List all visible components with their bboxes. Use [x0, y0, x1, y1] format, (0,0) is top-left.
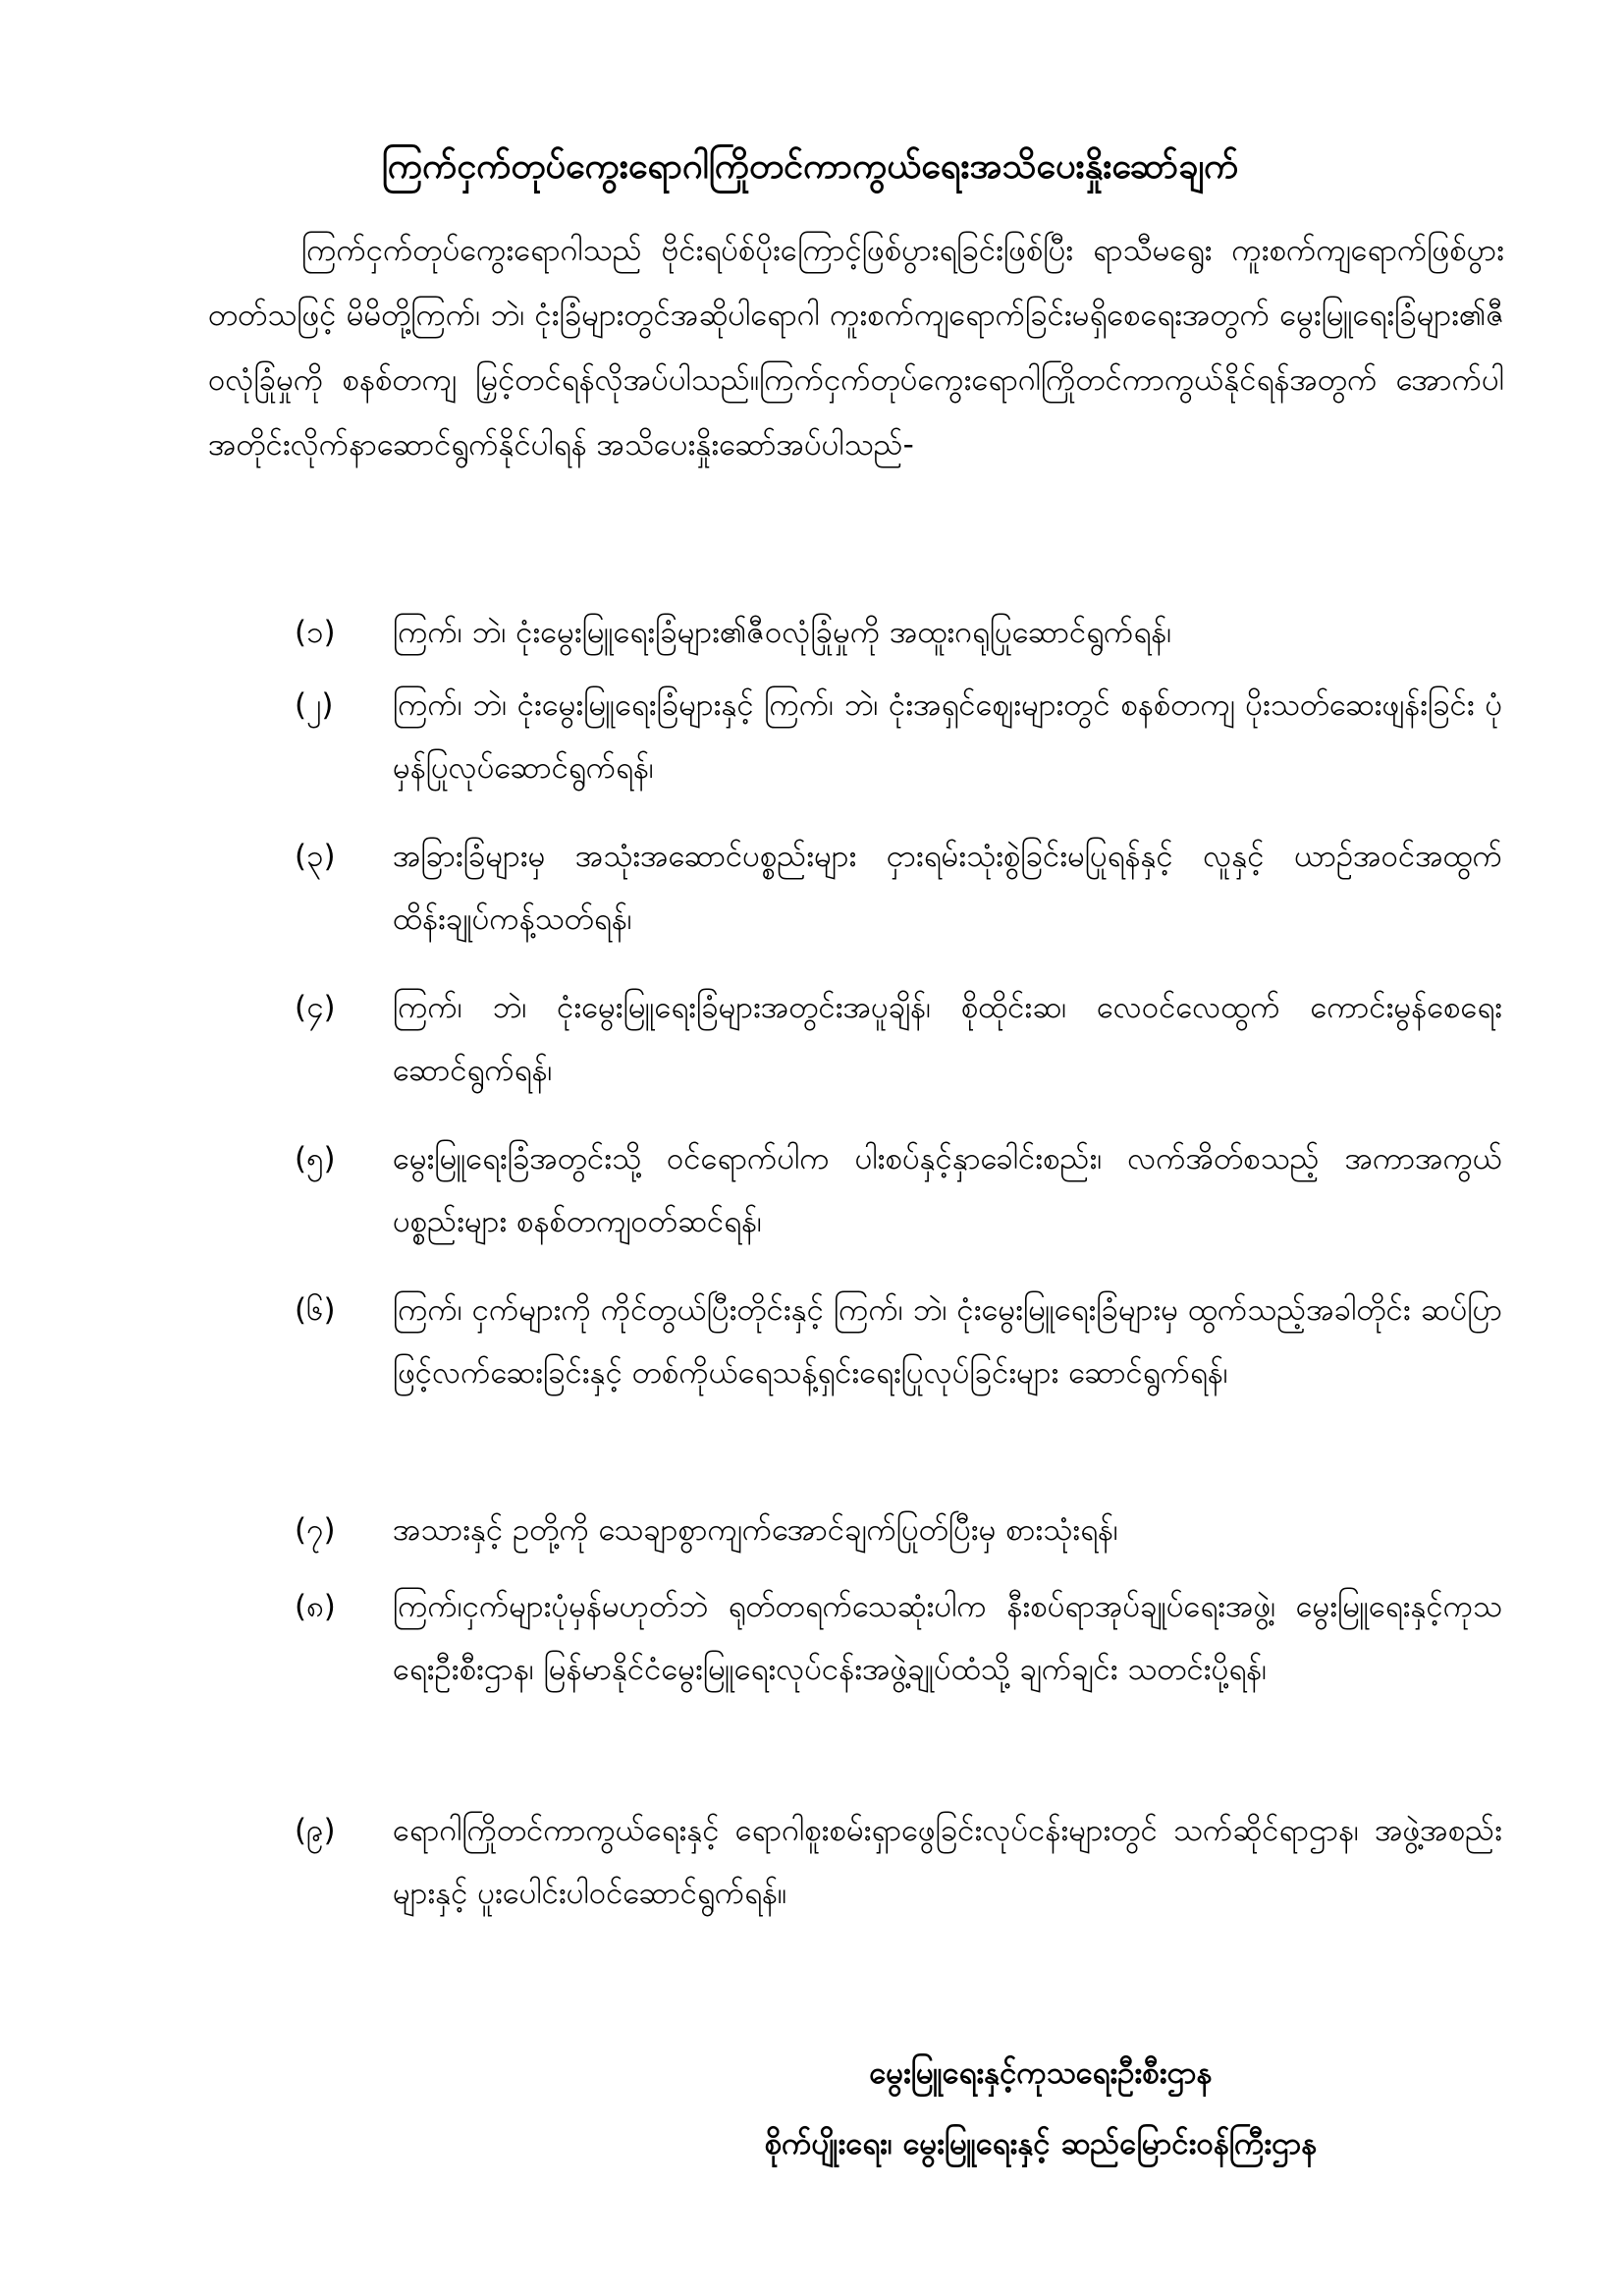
item-text: အခြားခြံများမှ အသုံးအဆောင်ပစ္စည်းများ ငှားရမ်းသုံးစွဲခြင်းမပြုရန်နှင့် လူနှင့် ယာဉ်အဝင်အထွက် ထိန်းချုပ်ကန့်သတ်ရန်၊: [393, 839, 1502, 937]
document-title: ကြက်ငှက်တုပ်ကွေးရောဂါကြိုတင်ကာကွယ်ရေးအသိပေးနှိုးဆော်ချက်: [381, 146, 1239, 187]
item-number: (၂): [295, 687, 334, 723]
item-text: ကြက်၊ ဘဲ၊ ငုံးမွေးမြူရေးခြံများအတွင်းအပူချိန်၊ စိုထိုင်းဆ၊ လေဝင်လေထွက် ကောင်းမွန်စေရေးဆောင်ရွက်ရန်၊: [393, 990, 1502, 1088]
item-text: မွေးမြူရေးခြံအတွင်းသို့ ဝင်ရောက်ပါက ပါးစပ်နှင့်နှာခေါင်းစည်း၊ လက်အိတ်စသည့် အကာအကွယ်ပစ္စည်းများ စနစ်တကျဝတ်ဆင်ရန်၊: [393, 1141, 1502, 1239]
item-number: (၈): [295, 1589, 336, 1624]
signature-block: [648, 2038, 1434, 2179]
item-text: အသားနှင့် ဥတို့ကို သေချာစွာကျက်အောင်ချက်ပြုတ်ပြီးမှ စားသုံးရန်၊: [393, 1512, 1118, 1548]
item-number: (၆): [295, 1292, 336, 1328]
item-number: (၉): [295, 1813, 336, 1848]
item-number: (၃): [295, 839, 336, 874]
item-text: ကြက်၊ငှက်များပုံမှန်မဟုတ်ဘဲ ရုတ်တရက်သေဆုံးပါက နီးစပ်ရာအုပ်ချုပ်ရေးအဖွဲ့၊ မွေးမြူရေးနှင့်ကုသရေးဦးစီးဌာန၊ မြန်မာနိုင်ငံမွေးမြူရေးလုပ်ငန်းအဖွဲ့ချုပ်ထံသို့ ချက်ချင်း သတင်းပို့ရန်၊: [393, 1589, 1502, 1687]
ministry-name: စိုက်ပျိုးရေး၊ မွေးမြူရေးနှင့် ဆည်မြောင်းဝန်ကြီးဌာန: [764, 2126, 1318, 2161]
item-number: (၅): [295, 1141, 336, 1176]
item-text: ကြက်၊ ဘဲ၊ ငုံးမွေးမြူရေးခြံများ၏ဇီဝလုံခြုံမှုကို အထူးဂရုပြုဆောင်ရွက်ရန်၊: [393, 615, 1172, 650]
item-number: (၁): [295, 615, 336, 650]
item-text: ရောဂါကြိုတင်ကာကွယ်ရေးနှင့် ရောဂါစူးစမ်းရှာဖွေခြင်းလုပ်ငန်းများတွင် သက်ဆိုင်ရာဌာန၊ အဖွဲ့အစည်းများနှင့် ပူးပေါင်းပါဝင်ဆောင်ရွက်ရန်။: [393, 1813, 1502, 1911]
department-name: မွေးမြူရေးနှင့်ကုသရေးဦးစီးဌာန: [869, 2055, 1213, 2091]
item-number: (၄): [295, 990, 336, 1025]
item-number: (၇): [295, 1512, 336, 1548]
item-text: ကြက်၊ ဘဲ၊ ငုံးမွေးမြူရေးခြံများနှင့် ကြက်၊ ဘဲ၊ ငုံးအရှင်ဈေးများတွင် စနစ်တကျ ပိုးသတ်ဆေးဖျန်းခြင်း ပုံမှန်ပြုလုပ်ဆောင်ရွက်ရန်၊: [393, 687, 1502, 786]
intro-paragraph: ကြက်ငှက်တုပ်ကွေးရောဂါသည် ဗိုင်းရပ်စ်ပိုးကြောင့်ဖြစ်ပွားရခြင်းဖြစ်ပြီး ရာသီမရွေး ကူးစက်ကျရောက်ဖြစ်ပွားတတ်သဖြင့် မိမိတို့ကြက်၊ ဘဲ၊ ငုံးခြံများတွင်အဆိုပါရောဂါ ကူးစက်ကျရောက်ခြင်းမရှိစေရေးအတွက် မွေးမြူရေးခြံများ၏ဇီဝလုံခြုံမှုကို စနစ်တကျ မြှင့်တင်ရန်လိုအပ်ပါသည်။ကြက်ငှက်တုပ်ကွေးရောဂါကြိုတင်ကာကွယ်နိုင်ရန်အတွက် အောက်ပါ အတိုင်းလိုက်နာဆောင်ရွက်နိုင်ပါရန် အသိပေးနှိုးဆော်အပ်ပါသည်-: [208, 233, 1504, 463]
item-text: ကြက်၊ ငှက်များကို ကိုင်တွယ်ပြီးတိုင်းနှင့် ကြက်၊ ဘဲ၊ ငုံးမွေးမြူရေးခြံများမှ ထွက်သည့်အခါတိုင်း ဆပ်ပြာဖြင့်လက်ဆေးခြင်းနှင့် တစ်ကိုယ်ရေသန့်ရှင်းရေးပြုလုပ်ခြင်းများ ဆောင်ရွက်ရန်၊: [393, 1292, 1502, 1391]
